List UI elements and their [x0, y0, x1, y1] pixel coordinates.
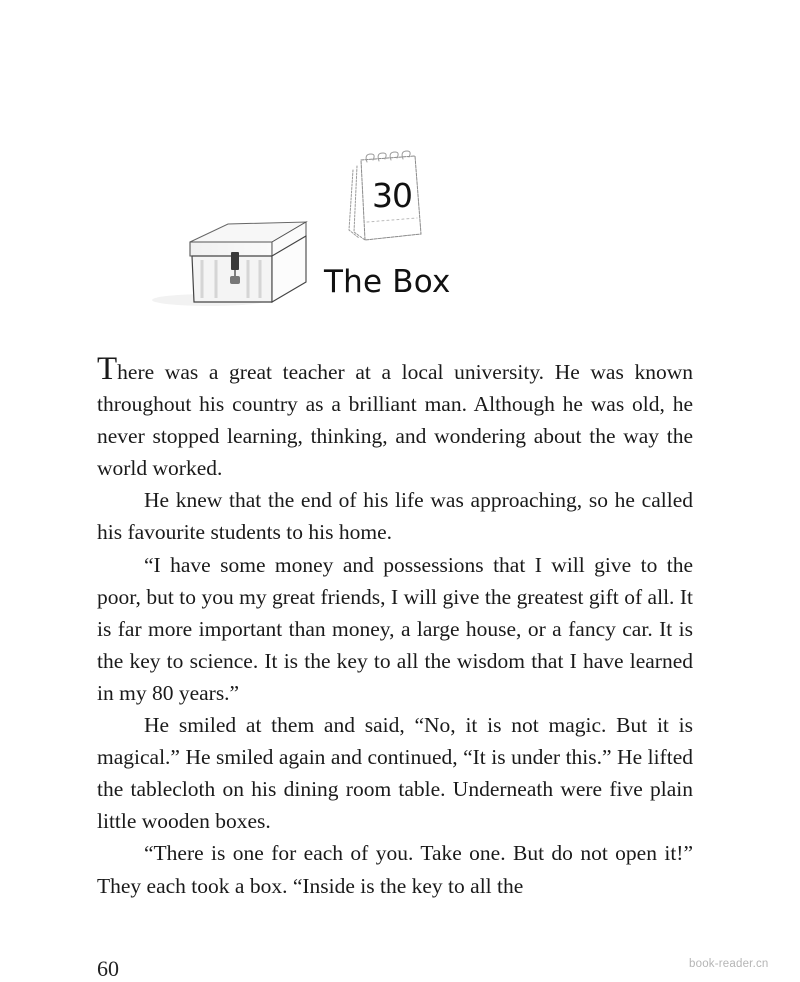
drop-cap: T	[97, 351, 118, 387]
paragraph: He smiled at them and said, “No, it is not magic. But it is magical.” He smiled again and continued, “It is under this.” He lifted the tablecloth on his dining room table. Underneath were five plain little wooden boxes.	[97, 713, 693, 834]
story-body	[97, 351, 693, 902]
chapter-title: The Box	[324, 264, 451, 300]
paragraph-text: here was a great teacher at a local university. He was known throughout his country as a brilliant man. Although he was old, he never stopped learning, thinking, and wondering about the way the world worked.	[97, 360, 693, 481]
chapter-number: 30	[372, 176, 412, 215]
paragraph: He knew that the end of his life was approaching, so he called his favourite students to his home.	[97, 488, 693, 545]
watermark: book-reader.cn	[689, 958, 769, 970]
paragraph: “There is one for each of you. Take one. But do not open it!” They each took a box. “Inside is the key to all the	[97, 841, 693, 898]
wooden-box-illustration	[150, 212, 315, 308]
paragraph: “I have some money and possessions that I will give to the poor, but to you my great friends, I will give the greatest gift of all. It is far more important than money, a large house, or a fancy car. It is the key to science. It is the key to all the wisdom that I have learned in my 80 years.”	[97, 552, 693, 705]
page-number: 60	[97, 956, 119, 981]
paragraph	[97, 351, 693, 484]
